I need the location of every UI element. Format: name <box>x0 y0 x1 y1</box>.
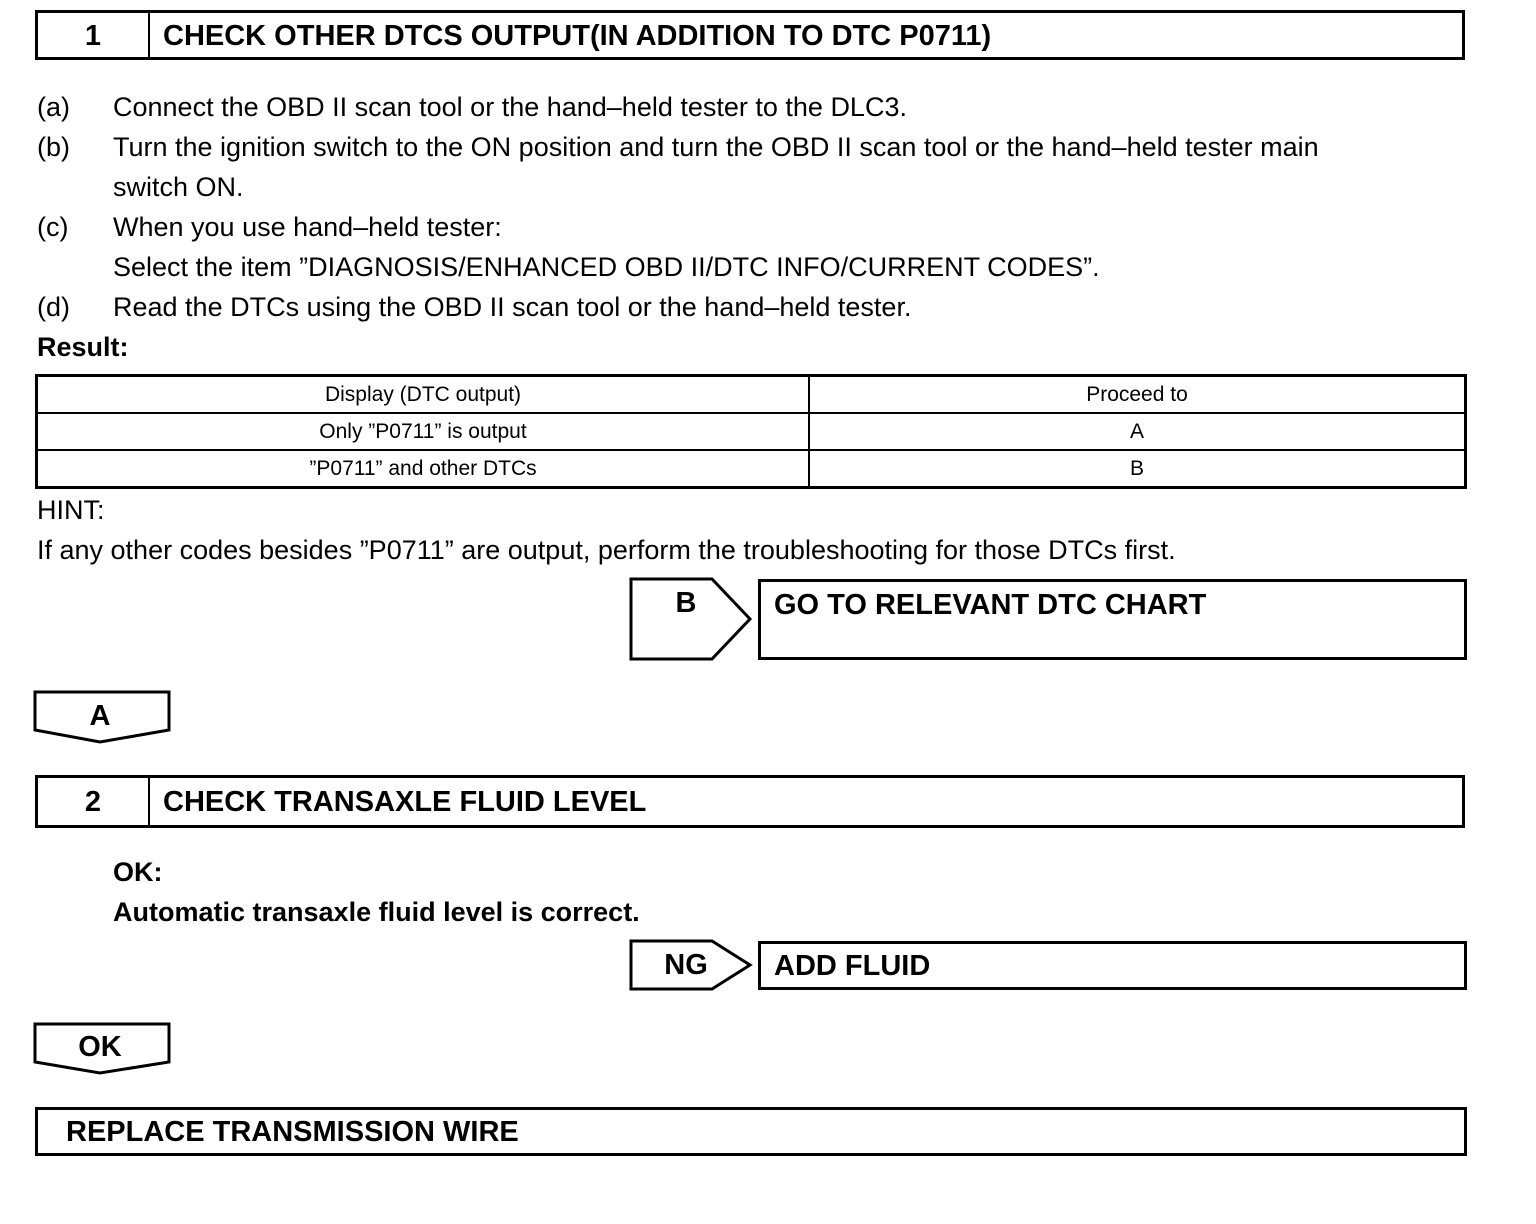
table-cell: Only ”P0711” is output <box>37 413 810 450</box>
item-label: (a) <box>37 92 70 122</box>
branch-ok-label: OK <box>78 1031 122 1063</box>
item-label: (c) <box>37 212 69 242</box>
ok-criteria: Automatic transaxle fluid level is correct. <box>113 897 640 927</box>
branch-b-action: GO TO RELEVANT DTC CHART <box>758 579 1467 660</box>
item-text: Connect the OBD II scan tool or the hand–held tester to the DLC3. <box>113 92 907 122</box>
item-text: When you use hand–held tester: <box>113 212 502 242</box>
item-text: switch ON. <box>113 172 244 202</box>
table-header: Display (DTC output) <box>37 376 810 414</box>
branch-a-label: A <box>89 700 111 732</box>
table-header: Proceed to <box>809 376 1466 414</box>
hint-text: If any other codes besides ”P0711” are output, perform the troubleshooting for those DTCs first. <box>37 535 1176 565</box>
step-number: 1 <box>38 13 150 57</box>
ok-label: OK: <box>113 857 163 887</box>
item-text: Turn the ignition switch to the ON position and turn the OBD II scan tool or the hand–held tester main <box>113 132 1319 162</box>
item-label: (b) <box>37 132 70 162</box>
step-title: CHECK TRANSAXLE FLUID LEVEL <box>163 786 647 818</box>
step-title: CHECK OTHER DTCS OUTPUT(IN ADDITION TO DTC P0711) <box>163 20 992 52</box>
item-text: Select the item ”DIAGNOSIS/ENHANCED OBD II/DTC INFO/CURRENT CODES”. <box>113 252 1100 282</box>
final-action: REPLACE TRANSMISSION WIRE <box>35 1107 1467 1156</box>
step-number: 2 <box>38 778 150 825</box>
item-label: (d) <box>37 292 70 322</box>
table-cell: B <box>809 450 1466 488</box>
item-text: Read the DTCs using the OBD II scan tool or the hand–held tester. <box>113 292 912 322</box>
table-cell: A <box>809 413 1466 450</box>
branch-b-label: B <box>675 587 697 619</box>
hint-label: HINT: <box>37 495 105 525</box>
branch-ng-action: ADD FLUID <box>758 941 1467 990</box>
step-2-header <box>35 775 1465 828</box>
table-cell: ”P0711” and other DTCs <box>37 450 810 488</box>
result-label: Result: <box>37 332 129 362</box>
branch-ng-label: NG <box>664 949 708 981</box>
